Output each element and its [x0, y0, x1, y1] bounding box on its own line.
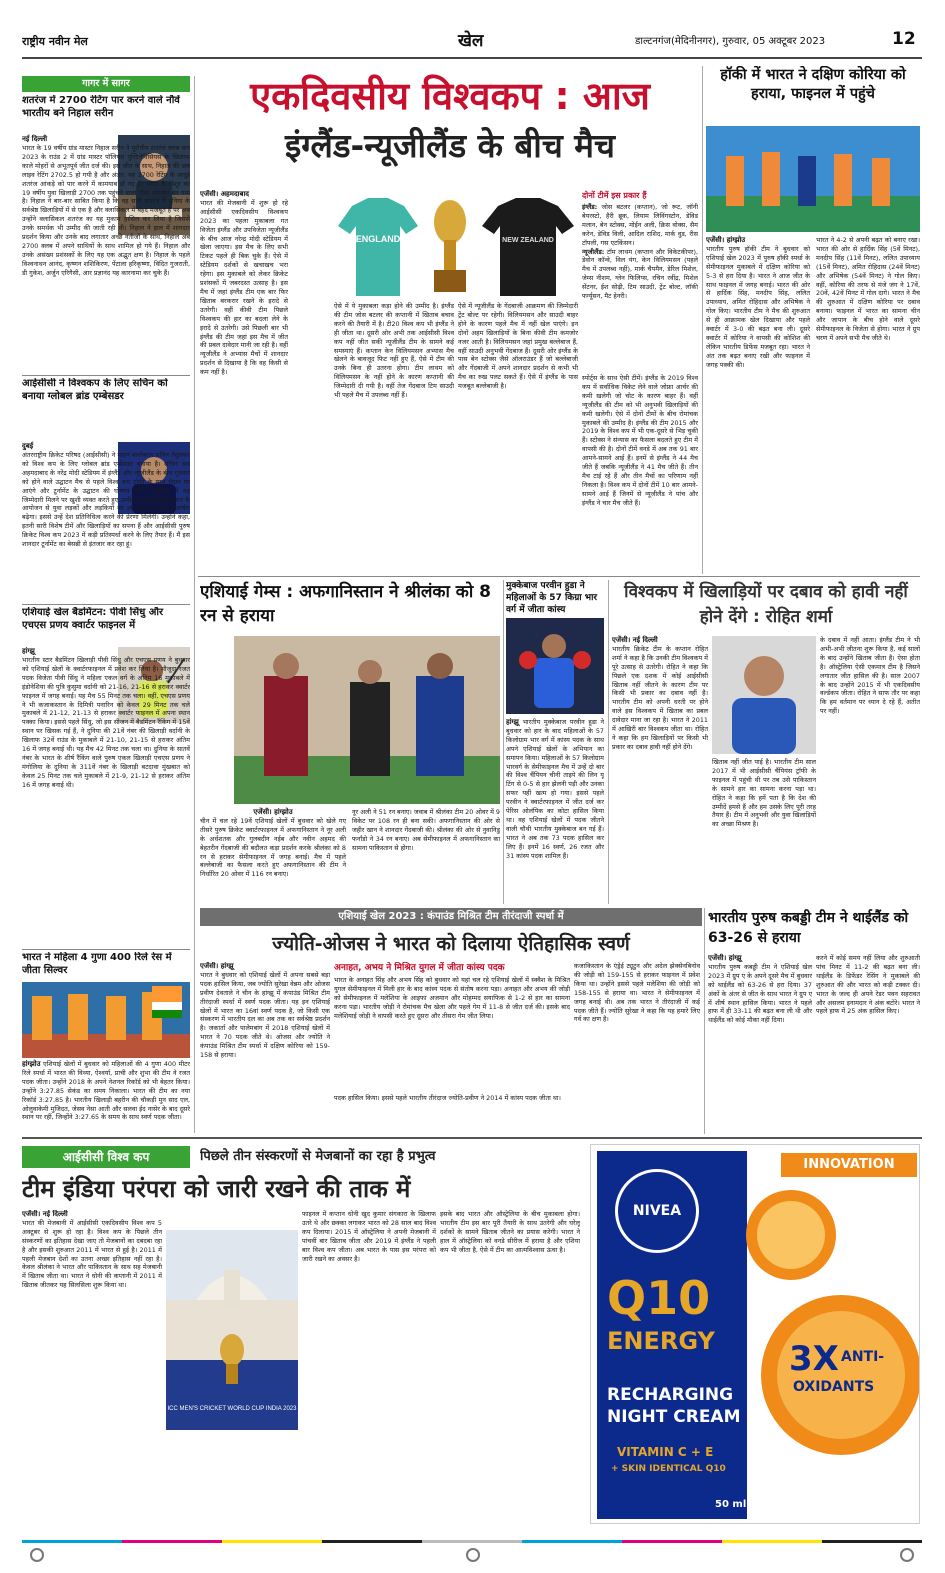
- hockey-body2: भारत ने 4-2 से अपनी बढ़त को बनाए रखा। भारत की ओर से हार्दिक सिंह (5वें मिनट), मनदीप सिंह (11वें मिनट), ललित उपाध्याय (15वें मिनट), अमित रोहिदास (24वें मिनट) और अभिषेक (54वें मिनट) ने गोल किए। वहीं, कोरिया की तरफ से मंजे जंग ने 17वें, 20वें, 42वें मिनट में गोल दागे। भारत ने मैच की शुरुआत में दक्षिण कोरिया पर दबाव बनाया। फाइनल में भारत का सामना चीन और जापान के बीच होने वाले दूसरे सेमीफाइनल के विजेता से होगा। भारत ने ग्रुप चरण में अपने सभी मैच जीते थे।: [816, 236, 920, 342]
- rohit-body1: भारतीय क्रिकेट टीम के कप्तान रोहित शर्मा ने कहा है कि उनकी टीम विश्वकप में पूरे उत्साह से उतरेगी। रोहित ने कहा कि पिछले एक दशक में कोई आईसीसी खिताब नहीं जीतने के कारण टीम पर किसी भी प्रकार का दबाव नहीं है। भारतीय टीम को अपनी धरती पर होने वाले इस विश्वकप में खिताब का प्रबल दावेदार माना जा रहा है। भारत ने 2011 में आखिरी बार विश्वकप जीता था। रोहित ने कहा कि हम खिलाड़ियों पर किसी भी प्रकार का दबाव हावी नहीं होने देंगे।: [612, 644, 708, 751]
- boxing-photo: [506, 618, 604, 714]
- paper-name: राष्ट्रीय नवीन मेल: [22, 35, 88, 48]
- wc-col-3: [440, 1210, 580, 1520]
- world-cup-trophy-art: [422, 192, 478, 298]
- magenta-swatch: [122, 1540, 222, 1543]
- rohit-body2: खिताब नहीं जीत पाई है। भारतीय टीम साल 2017 में भी आईसीसी चैंपियंस ट्रॉफी के फाइनल में पहुंची थी पर तब उसे पाकिस्तान के सामने हार का सामना करना पड़ा था। रोहित ने कहा कि हमें पता है कि देश की उम्मीदें हमसे हैं और हम उसके लिए पूरी तरह तैयार हैं। टीम में अनुभवी और युवा खिलाड़ियों का अच्छा मिश्रण है।: [712, 758, 816, 829]
- jyoti-headline: ज्योति-ओजस ने भारत को दिलाया ऐतिहासिक स्वर्ण: [272, 933, 630, 955]
- ad-antioxidant-badge: [789, 1339, 899, 1399]
- teams-heading: दोनों टीमें इस प्रकार हैं: [582, 191, 647, 200]
- lead-col-2b: [334, 302, 454, 572]
- kabaddi-body1: भारतीय पुरुष कबड्डी टीम ने एशियाई खेल 2023 में ग्रुप ए के अपने दूसरे मैच में बुधवार को थाईलैंड को 63-26 से हरा दिया। 37 अंकों के अंतर से जीत के साथ भारत ने ग्रुप ए में शीर्ष स्थान हासिल किया। भारत ने पहले हाफ में ही 33-11 की बढ़त बना ली थी और थाईलैंड को कोई मौका नहीं दिया।: [708, 962, 812, 1025]
- dateline: डाल्टनगंज(मेदिनीनगर), गुरुवार, 05 अक्टूबर 2023: [635, 36, 826, 47]
- squash-body: भारत के अनाहत सिंह और अभय सिंह को बुधवार को यहां चल रहे एशियाई खेलों में स्क्वैश के मिश्रित युगल सेमीफाइनल में मिली हार के बाद कांस्य पदक से संतोष करना पड़ा। अनाहत और अभय की जोड़ी को सेमीफाइनल में मलेशिया के आइफा अजमान और मोहम्मद सयाफिक से 1-2 से हार का सामना करना पड़ा। भारतीय जोड़ी ने रोमांचक मैच खेला और पहले गेम में 11-8 से जीत दर्ज की। इसके बाद मलेशियाई जोड़ी ने वापसी करते हुए दूसरा और तीसरा गेम जीत लिया।: [334, 976, 570, 1020]
- grey-swatch: [422, 1540, 522, 1543]
- ad-innovation-badge: INNOVATION: [781, 1153, 917, 1177]
- jyoti-col-2: [574, 962, 700, 1132]
- nz-label: न्यूजीलैंड:: [582, 247, 605, 256]
- jyoti-body: भारत ने बुधवार को एशियाई खेलों में अपना सबसे बड़ा पदक हासिल किया, जब ज्योति सुरेखा वेन्नम और ओजस प्रवीण देवताले ने चीन के हांग्झू में कंपाउंड मिश्रित टीम तीरंदाजी स्पर्धा में स्वर्ण पदक जीता। यह इन एशियाई खेलों में भारत का 16वां स्वर्ण पदक है, जो किसी एक संस्करण में भारतीय दल का अब तक का सर्वश्रेष्ठ प्रदर्शन है। जकार्ता और पालेमबांग में 2018 एशियाई खेलों में भारत ने 70 पदक जीते थे। ओजस और ज्योति ने कंपाउंड मिश्रित टीम स्पर्धा में दक्षिण कोरिया को 159-158 से हराया।: [200, 970, 330, 1060]
- registration-mark-center: [466, 1548, 480, 1562]
- hockey-body1: भारतीय पुरुष हॉकी टीम ने बुधवार को एशियाई खेल 2023 में पुरुष हॉकी स्पर्धा के सेमीफाइनल मुकाबले में दक्षिण कोरिया को 5-3 से हरा दिया है। भारत ने आज जीत के साथ फाइनल में जगह बनाई। भारत की ओर से हार्दिक सिंह, मनदीप सिंह, ललित उपाध्याय, अमित रोहिदास और अभिषेक ने गोल किए। भारतीय टीम ने मैच की शुरुआत से ही आक्रामक खेल दिखाया और पहले क्वार्टर में 3-0 की बढ़त बना ली। दूसरे क्वार्टर में कोरिया ने वापसी की कोशिश की लेकिन भारतीय डिफेंस मजबूत रहा। भारत ने अंत तक बढ़त बनाए रखी और फाइनल में जगह पक्की की।: [706, 244, 810, 369]
- rohit-col-1: [612, 636, 708, 905]
- story-sachin-byline: दुबई: [22, 442, 34, 450]
- kabaddi-headline: भारतीय पुरुष कबड्डी टीम ने थाईलैंड को 63-26 से हराया: [708, 910, 909, 946]
- story-sindhu: [22, 607, 190, 947]
- ad-anti-bottom: OXIDANTS: [793, 1379, 875, 1395]
- england-label: इंग्लैंड:: [582, 203, 598, 211]
- rohit-byline: एजेंसी। नई दिल्ली: [612, 636, 658, 644]
- lead-body-col5: स्पोर्ट्स के साथ ऐसी टीमें। इंग्लैंड के 2019 विश्व कप में सर्वाधिक विकेट लेने वाले जोफ्रा आर्चर की कमी खलेगी जो चोट के कारण बाहर हैं। वहीं न्यूजीलैंड की टीम को भी अनुभवी खिलाड़ियों की कमी खलेगी। ऐसे में दोनों टीमों के बीच रोमांचक मुकाबले की उम्मीद है। इंग्लैंड की टीम 2015 और 2019 के विश्व कप में भी एक-दूसरे से भिड़ चुकी हैं।: [582, 374, 698, 445]
- lead-byline: एजेंसी। अहमदाबाद: [200, 190, 250, 198]
- jyoti-col-3: [334, 1094, 570, 1132]
- squash-box: [334, 962, 570, 1090]
- england-jersey-art: [334, 192, 422, 298]
- kabaddi-col-2: [816, 954, 920, 1134]
- lead-body-col1: भारत की मेजबानी में शुरू हो रहे आईसीसी एकदिवसीय विश्वकप 2023 का पहला मुकाबला गत विजेता इंग्लैंड और उपविजेता न्यूजीलैंड के बीच आज नरेन्द्र मोदी स्टेडियम में खेला जाएगा। इस मैच के लिए सभी टिकट पहले ही बिक चुके हैं। ऐसे में स्टेडियम दर्शकों से खचाखच भरा रहेगा। इस मुकाबले को लेकर क्रिकेट प्रशंसकों में जबरदस्त उत्साह है। इस मैच में जहां इंग्लैंड टीम एक बार फिर खिताब बरकरार रखने के इरादे से उतरेगी। वहीं कीवी टीम पिछले विश्वकप की हार का बदला लेने के इरादे से उतरेगी। उसे पिछली बार भी इंग्लैंड की टीम जहां इस मैच में जीत की प्रबल दावेदार मानी जा रही है। वहीं न्यूजीलैंड ने अभ्यास मैचों में शानदार प्रदर्शन से दिखाया है कि वह किसी से कम नहीं है।: [200, 198, 288, 377]
- magenta-swatch-2: [622, 1540, 722, 1543]
- afg-headline: एशियाई गेम्स : अफगानिस्तान ने श्रीलंका को 8 रन से हराया: [200, 582, 491, 626]
- afg-photo-art: [234, 636, 500, 804]
- lead-body-col2: ऐसे में ये मुकाबला कड़ा होने की उम्मीद है। इंग्लैंड की टीम जोस बटलर की कप्तानी में खिताब बचाव करने की तैयारी में है। टी20 विश्व कप भी इंग्लैंड ने ही जीता था। दूसरी ओर अभी तक आईसीसी विश्व कप नहीं जीत सकी न्यूजीलैंड टीम के सामने कई समस्याएं हैं। कप्तान केन विलियमसन अभ्यास मैच खेलने के बावजूद फिट नहीं हुए हैं, ऐसे में टीम की उनके बिना ही उतरना होगा। टीम लाथम को विलियमसन के नहीं होने के कारण कप्तानी की जिम्मेदारी दी गयी है। वहीं तेज गेंदबाज टिम साउदी भी पहले मैच में उपलब्ध नहीं हैं।: [334, 302, 454, 400]
- left-rule-3: [22, 949, 190, 950]
- lead-headline-line2: इंग्लैंड-न्यूजीलैंड के बीच मैच: [285, 126, 615, 165]
- ad-anti-big: 3X: [789, 1339, 839, 1379]
- story-sachin-body: अंतरराष्ट्रीय क्रिकेट परिषद (आईसीसी) ने महान बल्लेबाज सचिन तेंदुलकर को विश्व कप के लिए ग्लोबल ब्रांड एम्बेसडर बनाया है। सचिन अब अहमदाबाद के नरेंद्र मोदी स्टेडियम में इंग्लैंड और न्यूजीलैंड के बीच गुरुवार को होने वाले उद्घाटन मैच से पहले विश्व कप ट्रॉफी के साथ मैदान पर आएंगे और टूर्नामेंट के उद्घाटन की घोषणा करेंगे। तेंदुलकर ने यह जिम्मेदारी मिलने पर खुशी व्यक्त करते हुए उम्मीद जताई कि विश्व कप के आयोजन से युवा लड़कों और लड़कियों का इस खेल के प्रति आकर्षण बढ़ेगा। इससे उन्हें देश प्रतिनिधित्व करने की प्रेरणा मिलेगी। उन्होंने कहा, इतनी सारी विशेष टीमें और खिलाड़ियों का सपना हैं और आईसीसी पुरुष क्रिकेट विश्व कप 2023 में कड़ी प्रतिस्पर्धा करने के लिए तैयार हैं। मैं इस शानदार टूर्नामेंट का बेसब्री से इंतजार कर रहा हूं।: [22, 451, 190, 549]
- ad-skin: + SKIN IDENTICAL Q10: [611, 1464, 726, 1474]
- relay-photo-art: [22, 982, 190, 1058]
- story-boxing: [506, 580, 604, 905]
- wc-kicker: पिछले तीन संस्करणों से मेजबानों का रहा है प्रभुत्व: [200, 1149, 436, 1164]
- wc-label: [22, 1146, 190, 1168]
- story-relay-body: [22, 1060, 190, 1132]
- story-kabaddi: [708, 908, 920, 1134]
- ad-anti-top: ANTI-: [841, 1349, 885, 1365]
- nz-jersey-photo: [478, 192, 578, 298]
- jyoti-body2: कजाकिस्तान के एंड्रेई ट्यूटुन और अदेल झेक्सेनबिनोव की जोड़ी को 159-155 से हराकर फाइनल में प्रवेश किया था। उन्होंने इससे पहले मलेशिया की जोड़ी को 158-155 से हराया था। भारत ने सेमीफाइनल में जगह बनाई थी। अब तक भारत ने तीरंदाजी में कई पदक जीते हैं। ज्योति सुरेखा ने कहा कि यह हमारे लिए गर्व का क्षण है।: [574, 962, 700, 1024]
- jyoti-byline: एजेंसी। हांग्झू: [200, 962, 234, 970]
- wc-label-text: आईसीसी विश्व कप: [62, 1150, 150, 1164]
- ad-q10: Q10: [607, 1271, 711, 1325]
- england-team: जोस बटलर (कप्तान), जो रूट, जॉनी बेयरस्टो, हैरी ब्रूक, लियाम लिविंगस्टोन, डेविड मलान, बेन स्टोक्स, मोईन अली, क्रिस वोक्स, सैम करेन, डेविड विली, आदिल राशिद, मार्क वुड, रीस टॉपली, गस एटकिंसन।: [582, 203, 698, 247]
- jyoti-body3: पदक हासिल किया। इससे पहले भारतीय तीरंदाज ज्योति-प्रवीण ने 2014 में कांस्य पदक जीता था।: [334, 1094, 561, 1102]
- lead-body-col4: स्टोक्स ने संन्यास का फैसला बदलते हुए टीम में वापसी की है। दोनों टीमें वनडे में अब तक 91 बार आमने-सामने आई हैं। इनमें से इंग्लैंड ने 44 मैच जीते हैं जबकि न्यूजीलैंड ने 41 मैच जीते हैं। तीन मैच टाई रहे हैं और तीन मैचों का परिणाम नहीं निकला है। विश्व कप में दोनों टीमें 10 बार आमने-सामने आई हैं जिनमें से न्यूजीलैंड ने पांच और इंग्लैंड ने चार मैच जीते हैं।: [582, 436, 698, 507]
- boxing-photo-art: [506, 618, 604, 714]
- boxing-rohit-divider: [608, 580, 609, 904]
- hockey-col-1: [706, 236, 810, 574]
- wc-body2: फाइनल में कप्तान धोनी खुद कुमार संगकारा के खिलाफ उतरे थे और छक्का लगाकर भारत को 28 साल बाद विश्व कप दिलाया। 2015 में ऑस्ट्रेलिया ने अपनी मेजबानी में पांचवीं बार खिताब जीता और 2019 में इंग्लैंड ने पहली बार विश्व कप जीता। अब भारत के पास इस परंपरा को जारी रखने का अवसर है।: [302, 1210, 436, 1263]
- cyan-swatch: [22, 1540, 122, 1543]
- masthead-rule: [22, 57, 922, 59]
- kabaddi-byline: एजेंसी। हांग्झू: [708, 954, 742, 962]
- story-nihal: [22, 95, 190, 373]
- nivea-ad[interactable]: [590, 1144, 920, 1524]
- ad-volume: 50 ml: [715, 1499, 747, 1510]
- story-relay: [22, 952, 190, 1132]
- rohit-col-3: [820, 636, 920, 905]
- afg-byline: एजेंसी। हांग्झोउ: [253, 808, 293, 816]
- lead-col-5: [582, 374, 698, 572]
- masthead: [22, 28, 922, 54]
- teams-box: [582, 190, 698, 370]
- cyan-swatch-2: [522, 1540, 622, 1543]
- nz-jersey-text: NEW ZEALAND: [502, 237, 554, 244]
- boxing-headline: मुक्केबाज परवीन हुडा ने महिलाओं के 57 किग्रा भार वर्ग में जीता कांस्य: [506, 581, 598, 615]
- jyoti-col-1: [200, 962, 330, 1132]
- lead-right-divider: [702, 66, 703, 574]
- rohit-body3: के दबाव में नहीं आता। इंग्लैंड टीम ने भी अभी-अभी जीतना शुरू किया है, कई सालों के बाद उन्होंने खिताब जीता है। ऐसा होता है। ऑस्ट्रेलिया ऐसी एकमात्र टीम है जिसने लगातार जीत हासिल की है। साल 2007 के बाद उन्होंने 2015 में भी एकदिवसीय वर्ल्डकप जीता। रोहित ने साफ तौर पर कहा कि हम वर्तमान पर ध्यान दे रहे हैं, अतीत पर नहीं।: [820, 636, 920, 716]
- lead-col-2: [292, 190, 332, 572]
- ad-product-line1: RECHARGING: [607, 1385, 734, 1405]
- afg-col-2: [352, 808, 500, 905]
- black-swatch: [322, 1540, 422, 1543]
- story-sindhu-headline: एशियाई खेल बैडमिंटन: पीवी सिंधु और एचएस प्रणय क्वार्टर फाइनल में: [22, 607, 164, 631]
- ad-product-line2: NIGHT CREAM: [607, 1407, 741, 1427]
- jyoti-kicker-bar: [200, 908, 702, 926]
- hockey-photo: [706, 126, 920, 232]
- england-jersey-photo: [334, 192, 422, 298]
- wc-trophy-caption: ICC MEN'S CRICKET WORLD CUP INDIA 2023: [167, 1406, 297, 1412]
- squash-headline: अनाहत, अभय ने मिश्रित युगल में जीता कांस्य पदक: [334, 963, 505, 973]
- kabaddi-col-1: [708, 954, 812, 1134]
- afg-body1: चीन में चल रहे 19वें एशियाई खेलों में बुधवार को खेले गए तीसरे पुरुष क्रिकेट क्वार्टरफाइनल में अफगानिस्तान ने नूर अली के अर्धशतक और गुलबदीन नईब और नवीन अहमद की बेहतरीन गेंदबाजी की बदौलत कड़ा प्रदर्शन करके श्रीलंका को 8 रन से हराकर सेमीफाइनल में जगह बनाई। मैच में पहले बल्लेबाजी का फैसला करते हुए अफगानिस्तान की टीम ने निर्धारित 20 ओवर में 116 रन बनाए।: [200, 816, 346, 879]
- story-nihal-byline: नई दिल्ली: [22, 135, 48, 143]
- kabaddi-body2: करने में कोई समय नहीं लिया और शुरुआती पांच मिनट में 11-2 की बढ़त बना ली। थाईलैंड के डिफेंडर रेसिंग ने मुकाबले की शुरुआत की और भारत को कड़ी टक्कर दी। भारत के जल्द ही अपने रेडर पवन सहरावत और असलम इनामदार ने अंक बटोरे। भारत ने पहले हाफ में 25 अंक हासिल किए।: [816, 954, 920, 1016]
- left-section-label: [22, 76, 190, 92]
- rohit-col-2: [712, 758, 816, 905]
- story-relay-headline: भारत ने महिला 4 गुणा 400 रिले रेस में जीता सिल्वर: [22, 952, 172, 976]
- lead-headline-line1: एकदिवसीय विश्वकप : आज: [250, 74, 650, 118]
- story-rohit: [612, 580, 920, 905]
- yellow-swatch-2: [722, 1540, 822, 1543]
- hockey-col-2: [816, 236, 920, 574]
- ad-energy: ENERGY: [607, 1327, 715, 1355]
- hockey-byline: एजेंसी। हांग्झोउ: [706, 236, 746, 244]
- story-relay-text: एशियाई खेलों में बुधवार को महिलाओं की 4 गुणा 400 मीटर रिले स्पर्धा में भारत की विथ्या, ऐश्वर्या, प्राची और शुभा की टीम ने रजत पदक जीता। उन्होंने 2018 के अपने नेशनल रिकॉर्ड को भी बेहतर किया। उन्होंने 3:27.85 सेकंड का समय निकाला। भारत की टीम का नया रिकॉर्ड 3:27.85 है। भारतीय खिलाड़ी बहरीन की चौकड़ी मुन साद एल, ओलुवाकेमी मुजिदत, जेसव नेसा आती और सलवा ईद नासेर के बाद दूसरे स्थान पर रहीं, जिन्होंने 3:27.65 के समय के साथ स्वर्ण पदक जीता।: [22, 1060, 190, 1122]
- rule-bottom-section: [22, 1137, 922, 1139]
- england-jersey-text: ENGLAND: [355, 234, 401, 244]
- jyoti-kicker: एशियाई खेल 2023 : कंपाउंड मिश्रित टीम तीरंदाजी स्पर्धा में: [338, 911, 564, 922]
- story-nihal-headline: शतरंज में 2700 रेटिंग पार करने वाले नौवें भारतीय बने निहाल सरीन: [22, 95, 180, 119]
- afg-body2: नूर अली ने 51 रन बनाए। जवाब में श्रीलंका टीम 20 ओवर में 9 विकेट पर 108 रन ही बना सकी। अफगानिस्तान की ओर से जहीर खान ने शानदार गेंदबाजी की। श्रीलंका की ओर से नुवानिडु फर्नांडो ने 34 रन बनाए। अब सेमीफाइनल में अफगानिस्तान का सामना पाकिस्तान से होगा।: [352, 808, 500, 852]
- hockey-photo-art: [706, 126, 920, 232]
- afg-boxing-divider: [503, 580, 504, 904]
- story-sachin-headline: आईसीसी ने विश्वकप के लिए सचिन को बनाया ग्लोबल ब्रांड एम्बेसडर: [22, 378, 168, 402]
- nivea-logo-text: NIVEA: [632, 1203, 682, 1219]
- wc-body1: भारत की मेजबानी में आईसीसी एकदिवसीय विश्व कप 5 अक्टूबर से शुरू हो रहा है। विश्व कप के पिछले तीन संस्करणों का इतिहास देखा जाए तो मेजबानों का दबदबा रहा है और इसकी शुरुआत 2011 में भारत से हुई है। 2011 में पहली मेजबान देशों का उतना अच्छा इतिहास नहीं रहा है। केवल श्रीलंका ने भारत और पाकिस्तान के साथ सह मेजबानी में खिताब जीता था। भारत ने धोनी की कप्तानी में 2011 में खिताब जीतकर यह सिलसिला शुरू किया था।: [22, 1218, 162, 1290]
- story-sindhu-byline: हांग्झू: [22, 647, 35, 655]
- nz-jersey-art: [478, 192, 578, 298]
- story-afg: [200, 580, 500, 905]
- boxing-text: भारतीय मुक्केबाज परवीन हुडा ने बुधवार को हार के बाद महिलाओं के 57 किलोग्राम भार वर्ग में कांस्य पदक के साथ अपने एशियाई खेलों के अभियान का समापन किया। महिलाओं के 57 किलोग्राम भारवर्ग के सेमीफाइनल मैच में उन्हें दो बार की विश्व चैंपियन चीनी ताइपे की लिन यू टिंग से 0-5 से हार झेलनी पड़ी और उनका सफर यहीं खत्म हो गया। इससे पहले परवीन ने क्वार्टरफाइनल में जीत दर्ज कर पेरिस ओलंपिक का कोटा हासिल किया था। वह एशियाई खेलों में पदक जीतने वाली चौथी भारतीय मुक्केबाज बन गई हैं। भारत ने अब तक 73 पदक हासिल कर लिए हैं। इनमें 16 स्वर्ण, 26 रजत और 31 कांस्य पदक शामिल हैं।: [506, 718, 604, 860]
- wc-byline: एजेंसी। नई दिल्ली: [22, 1210, 68, 1218]
- hockey-headline: हॉकी में भारत ने दक्षिण कोरिया को हराया, फाइनल में पहुंचे: [720, 67, 906, 102]
- story-relay-byline: हांग्झोउ: [22, 1060, 41, 1068]
- boxing-byline: हांग्झू: [506, 718, 519, 726]
- lead-body-col3: ऐसे में न्यूजीलैंड के गेंदबाजी आक्रमण की जिम्मेदारी ट्रेंट बोल्ट पर रहेगी। विलियमसन और साउदी बाहर होने के कारण पहले मैच में नहीं खेल पाएंगे। इन दोनों अहम खिलाड़ियों के बिना कीवी टीम कमजोर नजर आती है। विलियमसन जहां प्रमुख बल्लेबाज हैं, वहीं साउदी अनुभवी गेंदबाज हैं। दूसरी ओर इंग्लैंड के पास बेन स्टोक्स जैसे ऑलराउंडर हैं जो बल्लेबाजी और गेंदबाजी में अपने शानदार प्रदर्शन से कभी भी मैच का रुख पलट सकते हैं। ऐसे में इंग्लैंड के पास मजबूत बल्लेबाजी है।: [458, 302, 578, 391]
- afg-photo: [234, 636, 500, 804]
- wc-body3: इसके बाद भारत और ऑस्ट्रेलिया के बीच मुकाबला होगा। भारतीय टीम इस बार पूरी तैयारी के साथ उतरेगी और घरेलू दर्शकों के सामने खिताब जीतने का प्रयास करेगी। भारत ने हाल में ऑस्ट्रेलिया को वनडे सीरीज में हराया है और एशिया कप भी जीता है, ऐसे में टीम का आत्मविश्वास ऊंचा है।: [440, 1210, 580, 1254]
- boxing-body: [506, 718, 604, 905]
- black-swatch-2: [822, 1540, 922, 1543]
- section-title: खेल: [458, 31, 484, 51]
- registration-color-bar: [22, 1534, 922, 1543]
- rohit-headline: विश्वकप में खिलाड़ियों पर दबाव को हावी नहीं होने देंगे : रोहित शर्मा: [624, 582, 908, 627]
- left-rule-2: [22, 604, 190, 605]
- registration-mark-left: [30, 1548, 44, 1562]
- jyoti-kabaddi-divider: [704, 908, 705, 1134]
- story-sachin: [22, 378, 190, 602]
- wc-headline: टीम इंडिया परंपरा को जारी रखने की ताक में: [22, 1175, 411, 1203]
- lead-headline: [200, 72, 700, 186]
- afg-col-1: [200, 808, 346, 905]
- registration-mark-right: [900, 1548, 914, 1562]
- left-column-divider: [194, 76, 195, 1133]
- lead-col-3: [458, 302, 578, 572]
- yellow-swatch: [222, 1540, 322, 1543]
- ad-vitamin: VITAMIN C + E: [617, 1445, 714, 1459]
- story-sindhu-body: भारतीय स्टार बैडमिंटन खिलाड़ी पीवी सिंधु और एचएस प्रणय ने बुधवार को एशियाई खेलों के क्वार्टरफाइनल में प्रवेश कर लिया है। मौजूदा रजत पदक विजेता पीवी सिंधु ने महिला एकल वर्ग के अंतिम 16 मुकाबले में इंडोनेशिया की पुत्रि कुसुमा वर्दानी को 21-16, 21-16 से हराकर क्वार्टर फाइनल में जगह बनाई। यह मैच 55 मिनट तक चला। वहीं, एचएस प्रणय ने भी कजाकस्तान के दिमित्री पनारिन को केवल 29 मिनट तक चले मुकाबले में 21-12, 21-13 से हराकर क्वार्टर फाइनल में अपना स्थान पक्का किया। इससे पहले सिंधु, जो इस सीजन में बैडमिंटन रैंकिंग में 15वें स्थान पर खिसक गई हैं, ने दुनिया की 21वें नंबर की खिलाड़ी वर्दानी के खिलाफ 32वें राउंड के मुकाबले में 21-10, 21-15 से हराकर अंतिम 16 में जगह बनाई थी। यह मैच 42 मिनट तक चला था। दुनिया के सातवें नंबर के भारत के शीर्ष रैंकिंग वाले पुरुष एकल खिलाड़ी एचएस प्रणय ने मंगोलिया के दुनिया के 311वें नंबर के खिलाड़ी बटदावा मुंखबात को केवल 25 मिनट तक चले मुकाबले में 21-9, 21-12 से हराकर अंतिम 16 में जगह बनाई थी।: [22, 656, 190, 789]
- wc-col-1: [22, 1210, 162, 1520]
- relay-photo: [22, 982, 190, 1058]
- left-rule-1: [22, 375, 190, 376]
- rule-mid-1: [198, 576, 920, 577]
- lead-col-1: [200, 190, 288, 572]
- left-section-label-text: गागर में सागर: [82, 78, 130, 89]
- rohit-photo: [712, 636, 816, 754]
- wc-trophy-photo: [166, 1230, 298, 1430]
- nivea-logo: [615, 1169, 699, 1253]
- nz-team: टॉम लाथम (कप्तान और विकेटकीपर), डेवोन कॉन्वे, विल यंग, केन विलियमसन (पहले मैच में उपलब्ध नहीं), मार्क चैपमैन, डेरिल मिशेल, जेम्स नीशम, ग्लेन फिलिप्स, रचिन रवींद्र, मिशेल सेंटनर, ईश सोढ़ी, टिम साउदी, ट्रेंट बोल्ट, लॉकी फर्ग्यूसन, मैट हेनरी।: [582, 247, 698, 301]
- rohit-photo-art: [712, 636, 816, 754]
- story-hockey: [706, 66, 920, 574]
- teams-body: [582, 203, 698, 301]
- wc-trophy-art: [166, 1230, 298, 1430]
- page-number: 12: [892, 29, 916, 49]
- trophy-photo: [422, 192, 478, 298]
- wc-col-2: [302, 1210, 436, 1520]
- story-nihal-body: भारत के 19 वर्षीय ग्रांड मास्टर निहाल सरीन ने यूरोपीय शतरंज क्लब कप 2023 के राउंड 2 में ग्रांड मास्टर पॉलियस पुल्टिनेविसियस के खिलाफ काले मोहरों से अभूतपूर्व जीत दर्ज की। इस जीत के साथ, निहाल की अब लाइव रेटिंग 2702.5 हो गयी है और अंतत: वह 2700 रेटिंग के जादुई शतरंज आंकड़े को पार करने में कामयाब हो गए हैं। भारत के त्रिशूर का 19 वर्षीय युवा खिलाड़ी 2700 तक पहुंचने वाला नौवां भारतीय बन गया है। निहाल ने बार-बार साबित किया है कि वह सभी शतरंज में दुनिया के सर्वश्रेष्ठ खिलाड़ियों में से एक है और क्लासिकल में बेहद मजबूत है पर अब उन्होंने क्लासिकल शतरंज का यह मुकाम हासिल कर लिया है जिससे उनके समर्थक भी उम्मीद की जाती रही थी। निहाल ने हाल में शानदार प्रदर्शन किया और उनके बाद लगातार अच्छे नतीजों के साथ, निहाल अब 2700 क्लब में अपने साथियों के साथ शामिल हो गये हैं। निहाल और उनके असंख्य प्रशंसकों के लिए यह एक अद्भुत क्षण है। निहाल के पहले विश्वनाथन आनंद, कृष्णन शशिकिरण, पेंटाला हरिकृष्णा, विदित गुजराती, डी गुकेश, अर्जुन एरिगैसी, आर प्रज्ञानंद यह कारनामा कर चुके हैं।: [22, 144, 190, 277]
